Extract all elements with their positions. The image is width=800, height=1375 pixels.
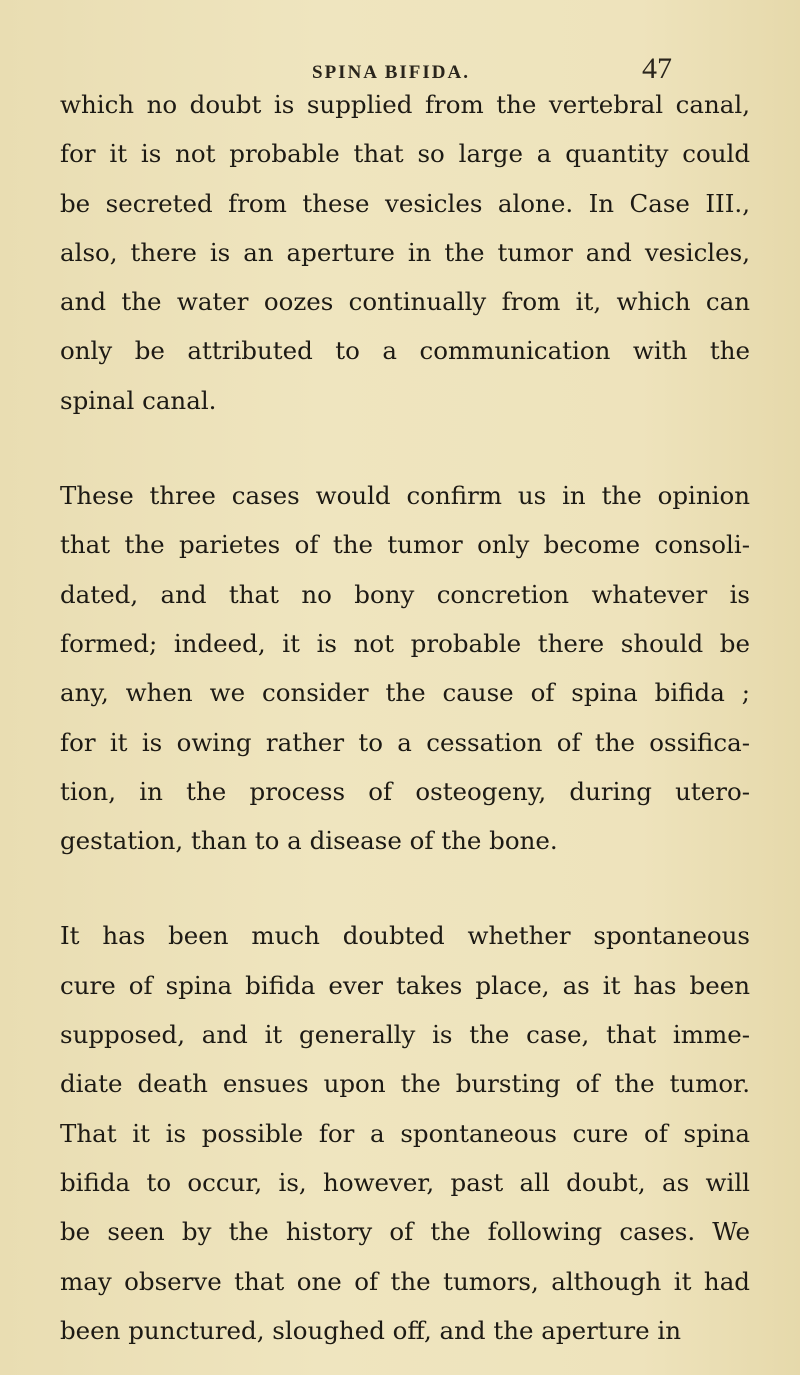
text-line: formed; indeed, it is not probable there should be: [60, 628, 750, 658]
paragraph-3: [60, 911, 750, 1355]
text-line: also, there is an aperture in the tumor and vesicles,: [60, 237, 750, 267]
text-line: may observe that one of the tumors, although it had: [60, 1266, 750, 1296]
text-line: It has been much doubted whether spontaneous: [60, 921, 750, 951]
text-line: tion, in the process of osteogeny, during utero-: [60, 776, 750, 806]
body-text: [60, 80, 750, 1355]
text-line: for it is owing rather to a cessation of the ossifica-: [60, 727, 750, 757]
text-line: supposed, and it generally is the case, that imme-: [60, 1020, 750, 1050]
text-line: any, when we consider the cause of spina bifida ;: [60, 678, 750, 708]
text-line: be seen by the history of the following cases. We: [60, 1217, 750, 1247]
text-line: spinal canal.: [60, 385, 217, 415]
paragraph-2: [60, 471, 750, 865]
text-line: which no doubt is supplied from the vertebral canal,: [60, 90, 750, 119]
text-line: only be attributed to a communication with the: [60, 336, 750, 366]
text-line: bifida to occur, is, however, past all doubt, as will: [60, 1167, 750, 1197]
text-line: be secreted from these vesicles alone. In Case III.,: [60, 188, 750, 218]
text-line: that the parietes of the tumor only become consoli-: [60, 530, 750, 560]
text-line: diate death ensues upon the bursting of the tumor.: [60, 1069, 750, 1099]
text-line: and the water oozes continually from it, which can: [60, 287, 750, 317]
text-line: gestation, than to a disease of the bone.: [60, 826, 558, 856]
paragraph-gap: [60, 865, 750, 911]
text-line: These three cases would confirm us in the opinion: [60, 481, 750, 511]
text-line: for it is not probable that so large a quantity could: [60, 139, 750, 169]
page-number: 47: [642, 52, 672, 85]
paragraph-1: [60, 80, 750, 425]
text-line: dated, and that no bony concretion whatever is: [60, 579, 750, 609]
paragraph-gap: [60, 425, 750, 471]
running-head-title: SPINA BIFIDA.: [312, 62, 470, 83]
text-line: cure of spina bifida ever takes place, as it has been: [60, 970, 750, 1000]
text-line: That it is possible for a spontaneous cure of spina: [60, 1118, 750, 1148]
text-line: been punctured, sloughed off, and the aperture in: [60, 1315, 682, 1345]
